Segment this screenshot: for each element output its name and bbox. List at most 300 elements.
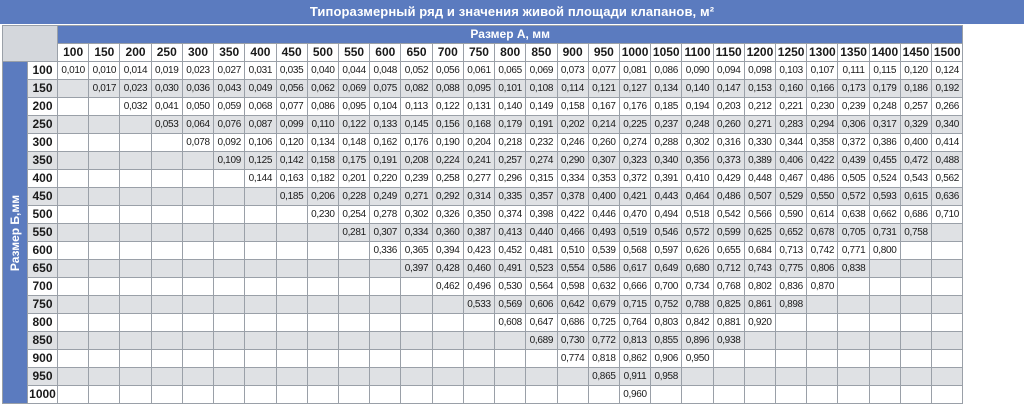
table-cell: 0,546 (651, 224, 682, 242)
table-cell: 0,710 (932, 206, 963, 224)
table-row (3, 278, 963, 296)
table-cell (182, 242, 213, 260)
table-cell: 0,335 (495, 188, 526, 206)
table-cell: 0,734 (682, 278, 713, 296)
table-cell: 0,069 (338, 80, 369, 98)
table-cell: 0,679 (588, 296, 619, 314)
table-cell (307, 242, 338, 260)
table-cell: 0,725 (588, 314, 619, 332)
table-cell (245, 278, 276, 296)
table-cell: 0,743 (744, 260, 775, 278)
table-cell: 0,705 (838, 224, 869, 242)
table-cell: 0,467 (776, 170, 807, 188)
table-cell: 0,109 (214, 152, 245, 170)
table-cell (900, 350, 931, 368)
column-header: 1300 (807, 44, 838, 62)
table-cell: 0,800 (869, 242, 900, 260)
table-cell (245, 314, 276, 332)
table-cell (182, 170, 213, 188)
column-header: 1100 (682, 44, 713, 62)
table-cell (932, 224, 963, 242)
table-cell (869, 350, 900, 368)
table-cell: 0,530 (495, 278, 526, 296)
table-cell: 0,064 (182, 116, 213, 134)
table-title: Типоразмерный ряд и значения живой площади клапанов, м² (0, 0, 1024, 24)
table-cell (307, 350, 338, 368)
table-cell: 0,493 (588, 224, 619, 242)
table-cell (838, 278, 869, 296)
row-header: 700 (28, 278, 58, 296)
table-cell: 0,086 (651, 62, 682, 80)
table-cell: 0,539 (588, 242, 619, 260)
column-header: 650 (401, 44, 432, 62)
table-cell (276, 242, 307, 260)
column-header: 1450 (900, 44, 931, 62)
table-cell: 0,186 (900, 80, 931, 98)
table-cell: 0,224 (432, 152, 463, 170)
table-cell: 0,307 (588, 152, 619, 170)
table-cell (151, 188, 182, 206)
table-cell: 0,061 (463, 62, 494, 80)
row-header: 200 (28, 98, 58, 116)
column-header: 800 (495, 44, 526, 62)
table-cell (120, 350, 151, 368)
table-cell: 0,429 (713, 170, 744, 188)
table-cell: 0,053 (151, 116, 182, 134)
table-cell (713, 350, 744, 368)
table-cell (807, 350, 838, 368)
table-cell (120, 314, 151, 332)
table-cell: 0,156 (432, 116, 463, 134)
column-header: 700 (432, 44, 463, 62)
table-cell (900, 278, 931, 296)
table-cell (932, 368, 963, 386)
table-cell: 0,153 (744, 80, 775, 98)
table-cell: 0,758 (900, 224, 931, 242)
table-cell (245, 332, 276, 350)
table-cell: 0,491 (495, 260, 526, 278)
table-row (3, 116, 963, 134)
column-header: 250 (151, 44, 182, 62)
table-cell: 0,599 (713, 224, 744, 242)
row-header: 450 (28, 188, 58, 206)
table-cell: 0,920 (744, 314, 775, 332)
table-cell: 0,201 (338, 170, 369, 188)
table-cell: 0,134 (307, 134, 338, 152)
table-cell: 0,666 (619, 278, 650, 296)
table-cell: 0,140 (495, 98, 526, 116)
table-cell: 0,191 (526, 116, 557, 134)
table-cell: 0,647 (526, 314, 557, 332)
table-cell: 0,048 (370, 62, 401, 80)
table-cell: 0,614 (807, 206, 838, 224)
table-cell: 0,855 (651, 332, 682, 350)
table-row (3, 98, 963, 116)
table-cell (58, 278, 89, 296)
table-cell: 0,142 (276, 152, 307, 170)
table-cell: 0,652 (776, 224, 807, 242)
table-cell: 0,075 (370, 80, 401, 98)
table-cell: 0,162 (370, 134, 401, 152)
table-cell: 0,041 (151, 98, 182, 116)
table-cell (276, 206, 307, 224)
table-cell: 0,062 (307, 80, 338, 98)
table-cell: 0,617 (619, 260, 650, 278)
table-cell: 0,134 (651, 80, 682, 98)
table-cell (495, 332, 526, 350)
table-cell: 0,302 (682, 134, 713, 152)
table-cell: 0,439 (838, 152, 869, 170)
table-cell: 0,373 (713, 152, 744, 170)
table-cell: 0,440 (526, 224, 557, 242)
table-cell: 0,466 (557, 224, 588, 242)
table-cell: 0,813 (619, 332, 650, 350)
table-cell (401, 332, 432, 350)
table-cell: 0,176 (619, 98, 650, 116)
table-cell: 0,228 (338, 188, 369, 206)
column-header: 150 (89, 44, 120, 62)
table-cell: 0,803 (651, 314, 682, 332)
table-cell: 0,632 (588, 278, 619, 296)
table-cell (151, 224, 182, 242)
table-cell: 0,378 (557, 188, 588, 206)
table-cell (900, 260, 931, 278)
table-cell: 0,452 (495, 242, 526, 260)
column-header: 1050 (651, 44, 682, 62)
table-cell: 0,065 (495, 62, 526, 80)
table-row (3, 332, 963, 350)
table-cell: 0,179 (495, 116, 526, 134)
table-cell: 0,413 (495, 224, 526, 242)
table-cell: 0,586 (588, 260, 619, 278)
column-header: 500 (307, 44, 338, 62)
table-cell (338, 260, 369, 278)
table-cell (182, 314, 213, 332)
table-cell (214, 314, 245, 332)
table-cell (89, 278, 120, 296)
table-cell (307, 278, 338, 296)
table-cell: 0,543 (900, 170, 931, 188)
table-cell: 0,316 (713, 134, 744, 152)
table-cell (307, 314, 338, 332)
table-cell (245, 260, 276, 278)
table-cell: 0,271 (744, 116, 775, 134)
table-cell (776, 350, 807, 368)
table-cell (463, 332, 494, 350)
table-cell: 0,340 (651, 152, 682, 170)
table-cell: 0,334 (401, 224, 432, 242)
table-cell: 0,317 (869, 116, 900, 134)
column-header: 1200 (744, 44, 775, 62)
table-cell: 0,394 (432, 242, 463, 260)
table-cell: 0,283 (776, 116, 807, 134)
table-cell: 0,185 (651, 98, 682, 116)
table-cell: 0,206 (307, 188, 338, 206)
table-cell: 0,106 (245, 134, 276, 152)
table-cell: 0,248 (682, 116, 713, 134)
table-cell (869, 278, 900, 296)
table-cell: 0,108 (526, 80, 557, 98)
table-row (3, 206, 963, 224)
table-cell: 0,149 (526, 98, 557, 116)
table-cell: 0,818 (588, 350, 619, 368)
table-cell (463, 350, 494, 368)
table-cell: 0,082 (401, 80, 432, 98)
table-cell: 0,277 (463, 170, 494, 188)
table-cell (276, 368, 307, 386)
table-cell: 0,448 (744, 170, 775, 188)
table-cell: 0,518 (682, 206, 713, 224)
table-cell: 0,191 (370, 152, 401, 170)
table-cell: 0,095 (463, 80, 494, 98)
table-row (3, 368, 963, 386)
table-cell: 0,103 (776, 62, 807, 80)
table-cell (776, 332, 807, 350)
table-cell: 0,185 (276, 188, 307, 206)
table-cell: 0,323 (619, 152, 650, 170)
table-cell: 0,035 (276, 62, 307, 80)
table-cell (120, 152, 151, 170)
table-cell (744, 368, 775, 386)
table-cell: 0,523 (526, 260, 557, 278)
table-cell: 0,353 (588, 170, 619, 188)
table-cell: 0,163 (276, 170, 307, 188)
table-cell: 0,684 (744, 242, 775, 260)
table-cell: 0,350 (463, 206, 494, 224)
table-cell: 0,472 (900, 152, 931, 170)
table-cell: 0,095 (338, 98, 369, 116)
table-cell (89, 98, 120, 116)
table-cell: 0,960 (619, 386, 650, 404)
table-cell: 0,110 (307, 116, 338, 134)
table-cell: 0,098 (744, 62, 775, 80)
table-cell: 0,566 (744, 206, 775, 224)
table-cell: 0,010 (58, 62, 89, 80)
table-cell (120, 260, 151, 278)
table-cell (214, 170, 245, 188)
table-cell: 0,358 (807, 134, 838, 152)
table-cell: 0,010 (89, 62, 120, 80)
table-cell: 0,455 (869, 152, 900, 170)
table-cell: 0,104 (370, 98, 401, 116)
table-cell (932, 260, 963, 278)
row-header: 300 (28, 134, 58, 152)
table-cell: 0,144 (245, 170, 276, 188)
table-cell: 0,597 (651, 242, 682, 260)
table-cell: 0,470 (619, 206, 650, 224)
table-cell: 0,246 (557, 134, 588, 152)
table-cell: 0,306 (838, 116, 869, 134)
table-cell: 0,608 (495, 314, 526, 332)
table-cell: 0,032 (120, 98, 151, 116)
table-cell: 0,443 (651, 188, 682, 206)
table-cell: 0,423 (463, 242, 494, 260)
table-cell (214, 224, 245, 242)
table-cell (869, 368, 900, 386)
table-cell (245, 296, 276, 314)
table-cell (776, 368, 807, 386)
table-cell: 0,906 (651, 350, 682, 368)
table-cell: 0,446 (588, 206, 619, 224)
table-cell: 0,862 (619, 350, 650, 368)
table-cell (557, 368, 588, 386)
table-cell: 0,127 (619, 80, 650, 98)
table-cell (182, 224, 213, 242)
table-cell: 0,806 (807, 260, 838, 278)
table-cell: 0,120 (276, 134, 307, 152)
table-cell: 0,158 (307, 152, 338, 170)
row-header: 150 (28, 80, 58, 98)
table-cell: 0,496 (463, 278, 494, 296)
column-axis-label: Размер А, мм (58, 26, 963, 44)
table-cell: 0,158 (557, 98, 588, 116)
table-cell (776, 314, 807, 332)
table-cell (58, 170, 89, 188)
table-cell: 0,122 (338, 116, 369, 134)
table-cell: 0,099 (276, 116, 307, 134)
table-cell: 0,360 (432, 224, 463, 242)
table-cell: 0,027 (214, 62, 245, 80)
table-cell: 0,881 (713, 314, 744, 332)
table-cell: 0,365 (401, 242, 432, 260)
table-cell (151, 152, 182, 170)
table-row (3, 62, 963, 80)
table-cell: 0,131 (463, 98, 494, 116)
table-cell (338, 350, 369, 368)
table-cell (89, 350, 120, 368)
table-cell: 0,230 (807, 98, 838, 116)
table-cell: 0,400 (900, 134, 931, 152)
table-cell (58, 98, 89, 116)
table-cell: 0,077 (588, 62, 619, 80)
table-cell (713, 368, 744, 386)
table-cell: 0,194 (682, 98, 713, 116)
table-cell (495, 350, 526, 368)
table-cell: 0,257 (900, 98, 931, 116)
column-header: 600 (370, 44, 401, 62)
table-cell: 0,036 (182, 80, 213, 98)
table-row (3, 80, 963, 98)
column-header: 850 (526, 44, 557, 62)
table-cell (401, 350, 432, 368)
table-cell (495, 368, 526, 386)
table-cell: 0,182 (307, 170, 338, 188)
table-cell (932, 296, 963, 314)
table-cell (463, 368, 494, 386)
table-cell: 0,274 (526, 152, 557, 170)
table-cell: 0,239 (838, 98, 869, 116)
table-cell (120, 134, 151, 152)
table-cell: 0,258 (432, 170, 463, 188)
table-cell: 0,861 (744, 296, 775, 314)
table-cell (807, 368, 838, 386)
table-cell: 0,655 (713, 242, 744, 260)
table-cell (276, 260, 307, 278)
table-cell: 0,686 (900, 206, 931, 224)
table-cell (151, 350, 182, 368)
table-cell (151, 170, 182, 188)
table-cell (370, 332, 401, 350)
table-cell: 0,838 (838, 260, 869, 278)
table-cell: 0,068 (245, 98, 276, 116)
row-header: 1000 (28, 386, 58, 404)
table-cell (89, 260, 120, 278)
table-cell: 0,488 (932, 152, 963, 170)
table-cell: 0,121 (588, 80, 619, 98)
table-cell: 0,030 (151, 80, 182, 98)
column-header: 450 (276, 44, 307, 62)
table-cell (214, 206, 245, 224)
table-cell: 0,014 (120, 62, 151, 80)
table-cell (89, 206, 120, 224)
table-cell: 0,050 (182, 98, 213, 116)
table-cell: 0,598 (557, 278, 588, 296)
table-cell: 0,486 (713, 188, 744, 206)
table-cell: 0,208 (401, 152, 432, 170)
table-cell (838, 296, 869, 314)
table-cell: 0,519 (619, 224, 650, 242)
table-cell (276, 278, 307, 296)
table-cell (120, 188, 151, 206)
table-cell (370, 296, 401, 314)
table-cell: 0,689 (526, 332, 557, 350)
table-cell (838, 332, 869, 350)
table-cell: 0,464 (682, 188, 713, 206)
table-cell: 0,372 (838, 134, 869, 152)
table-cell: 0,260 (713, 116, 744, 134)
table-cell: 0,237 (651, 116, 682, 134)
table-cell: 0,271 (401, 188, 432, 206)
table-cell: 0,122 (432, 98, 463, 116)
column-header: 300 (182, 44, 213, 62)
table-cell (58, 296, 89, 314)
table-cell (807, 332, 838, 350)
table-cell (401, 296, 432, 314)
table-cell (182, 278, 213, 296)
table-corner (3, 26, 58, 62)
table-cell: 0,572 (838, 188, 869, 206)
table-cell (151, 260, 182, 278)
table-cell: 0,400 (588, 188, 619, 206)
table-row (3, 350, 963, 368)
column-header: 1500 (932, 44, 963, 62)
table-cell (182, 260, 213, 278)
table-cell (307, 296, 338, 314)
table-cell (58, 242, 89, 260)
table-cell (526, 350, 557, 368)
table-cell (89, 134, 120, 152)
table-cell: 0,410 (682, 170, 713, 188)
table-cell (58, 350, 89, 368)
table-cell (214, 260, 245, 278)
table-cell: 0,625 (744, 224, 775, 242)
table-cell: 0,254 (338, 206, 369, 224)
table-cell: 0,023 (182, 62, 213, 80)
table-cell (182, 152, 213, 170)
table-cell (214, 278, 245, 296)
table-cell (932, 314, 963, 332)
table-cell: 0,077 (276, 98, 307, 116)
table-cell (120, 242, 151, 260)
table-cell (89, 188, 120, 206)
table-cell: 0,636 (932, 188, 963, 206)
table-cell (338, 278, 369, 296)
table-cell (432, 314, 463, 332)
table-row (3, 314, 963, 332)
table-cell (307, 368, 338, 386)
table-cell (151, 332, 182, 350)
table-cell (276, 314, 307, 332)
